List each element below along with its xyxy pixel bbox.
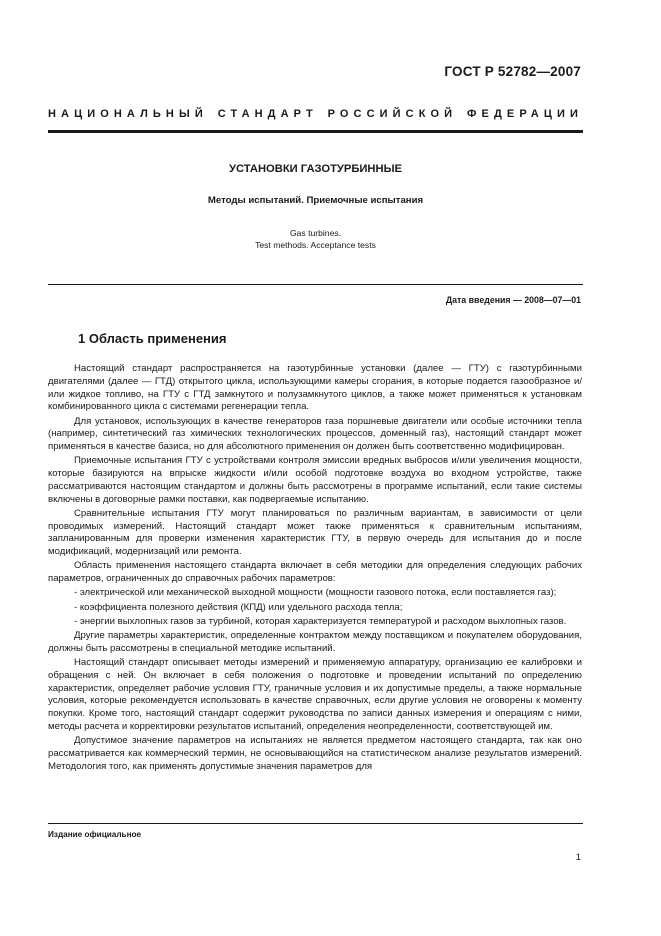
paragraph: Настоящий стандарт распространяется на газотурбинные установки (далее — ГТУ) с газотурбинными двигателями (далее — ГТД) открытого цикла, использующими камеры сгорания, в которые подается газообразное и/или жидкое топливо, на ГТУ с ГТД замкнутого и полузамкнутого циклов, а также может применяться к установкам комбинированного цикла с системами регенерации тепла. — [48, 363, 582, 413]
standard-title: УСТАНОВКИ ГАЗОТУРБИННЫЕ — [229, 163, 402, 175]
edition-note: Издание официальное — [48, 830, 142, 839]
paragraph: Сравнительные испытания ГТУ могут планироваться по различным вариантам, в зависимости от цели проводимых измерений. Настоящий стандарт может также применяться к сравнительным испытаниям, запланированным для проверки изменения характеристик ГТУ, в первую очередь для испытания до и после модификаций, модернизаций или ремонта. — [48, 507, 582, 557]
section-heading: 1 Область применения — [78, 331, 227, 346]
english-title-line-1: Gas turbines. — [289, 228, 342, 238]
english-title — [48, 227, 583, 251]
document-number: ГОСТ Р 52782—2007 — [444, 64, 581, 79]
paragraph: Допустимое значение параметров на испытаниях не является предметом настоящего стандарта, так как оно рассматривается как коммерческий термин, не основывающийся на статистическом анализе результатов измерений. Методология того, как применять допустимые значения параметров для — [48, 735, 582, 772]
paragraph: Настоящий стандарт описывает методы измерений и применяемую аппаратуру, организацию ее калибровки и обращения с ней. Он включает в себя положения о подготовке и проведении испытаний по определению характеристик, определяет рабочие условия ГТУ, граничные условия и их допустимые пределы, а также нормальные условия, которые рекомендуется использовать в качестве справочных, если другие условия не оговорены к моменту покупки. Кроме того, настоящий стандарт содержит руководства по записи данных измерения и операциям с ними, методы расчета и корректировки результатов испытаний, определения неопределенности, соответствующей им. — [48, 657, 582, 732]
effective-date: Дата введения — 2008—07—01 — [445, 295, 581, 305]
page-number: 1 — [575, 852, 581, 863]
standard-subtitle: Методы испытаний. Приемочные испытания — [207, 195, 424, 206]
paragraph: Для установок, использующих в качестве генераторов газа поршневые двигатели или особые источники тепла (например, синтетический газ химических технологических процессов, доменный газ), настоящий стандарт может применяться в качестве базиса, но для абсолютного применения он должен быть соответственно модифицирован. — [48, 415, 582, 452]
paragraph: Приемочные испытания ГТУ с устройствами контроля эмиссии вредных выбросов и/или увеличения мощности, которые базируются на впрыске жидкости и/или особой подготовке воздуха во входном устройстве, также рассматриваются настоящим стандартом и должны быть рассмотрены в программе испытаний, если такие системы включены в договорные рамки поставки, как подвергаемые испытанию. — [48, 455, 582, 505]
list-item: - электрической или механической выходной мощности (мощности газового потока, если поставляется газ); — [74, 587, 557, 599]
footer-rule — [48, 823, 583, 824]
national-standard-header: НАЦИОНАЛЬНЫЙ СТАНДАРТ РОССИЙСКОЙ ФЕДЕРАЦИИ — [48, 108, 583, 120]
list-item: - коэффициента полезного действия (КПД) или удельного расхода тепла; — [74, 601, 403, 613]
intro-rule — [48, 284, 583, 285]
header-rule — [48, 130, 583, 133]
section-body — [48, 363, 582, 775]
paragraph: Область применения настоящего стандарта включает в себя методики для определения следующих рабочих параметров, ограниченных до справочных рабочих параметров: — [48, 560, 582, 584]
list-item: - энергии выхлопных газов за турбиной, которая характеризуется температурой и расходом выхлопных газов. — [74, 615, 567, 627]
english-title-line-2: Test methods. Acceptance tests — [255, 240, 376, 250]
paragraph: Другие параметры характеристик, определенные контрактом между поставщиком и покупателем оборудования, должны быть рассмотрены в специальной методике испытаний. — [48, 630, 582, 654]
